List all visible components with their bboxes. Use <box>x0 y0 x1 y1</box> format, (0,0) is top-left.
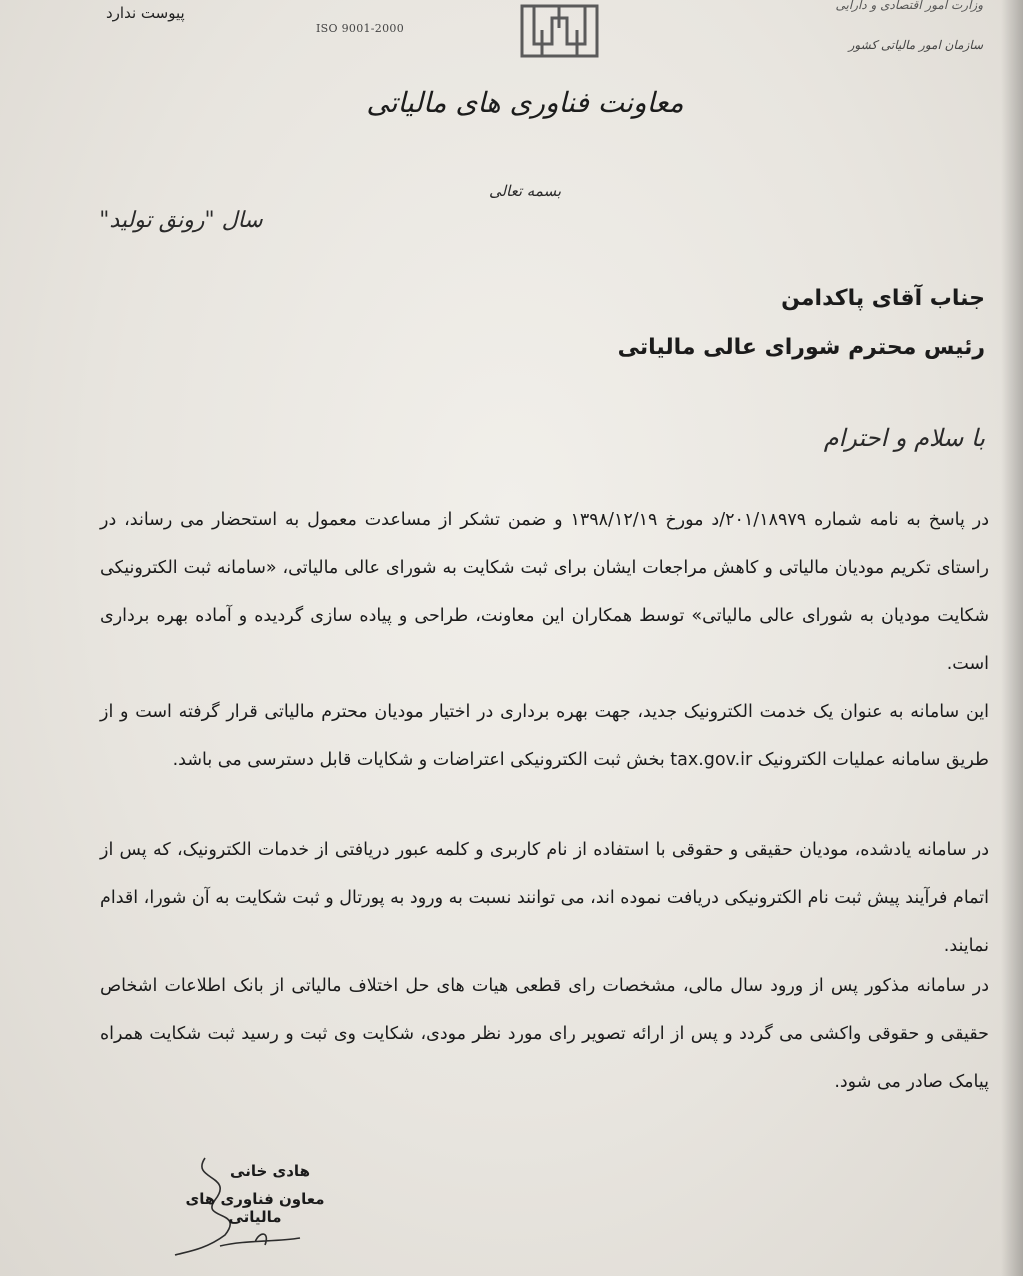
addressee-name: جناب آقای پاکدامن <box>781 286 985 311</box>
attachment-label: پیوست <box>140 4 185 22</box>
tax-organization-logo <box>512 0 607 62</box>
page-edge-shadow <box>1001 0 1023 1276</box>
signatory-title: معاون فناوری های مالیاتی <box>185 1190 325 1226</box>
greeting: با سلام و احترام <box>823 424 985 452</box>
year-motto: سال "رونق تولید" <box>99 208 263 233</box>
body-paragraph-3: در سامانه یادشده، مودیان حقیقی و حقوقی با استفاده از نام کاربری و کلمه عبور دریافتی از خدمات الکترونیک، که پس از اتمام فرآیند پیش ثبت نام الکترونیکی دریافت نموده اند، می توانند نسبت به ورود به پورتال و ثبت شکایت به آن شورا، اقدام نمایند. <box>100 840 989 956</box>
body-paragraph-4: در سامانه مذکور پس از ورود سال مالی، مشخصات رای قطعی هیات های حل اختلاف مالیاتی از بانک اطلاعات اشخاص حقیقی و حقوقی واکشی می گردد و پس از ارائه تصویر رای مورد نظر مودی، شکایت وی ثبت و رسید ثبت شکایت همراه پیامک صادر می شود. <box>100 976 989 1092</box>
attachment-value: ندارد <box>106 4 137 22</box>
signatory-name: هادی خانی <box>230 1162 310 1180</box>
iso-label: ISO 9001-2000 <box>316 22 405 35</box>
basmala: بسمه تعالی <box>488 182 562 200</box>
body-paragraph-1: در پاسخ به نامه شماره ۲۰۱/۱۸۹۷۹/د مورخ ۱۳۹۸/۱۲/۱۹ و ضمن تشکر از مساعدت معمول به استحضار می رساند، در راستای تکریم مودیان مالیاتی و کاهش مراجعات ایشان برای ثبت شکایت به شورای عالی مالیاتی، «سامانه ثبت الکترونیکی شکایت مودیان به شورای عالی مالیاتی» توسط همکاران این معاونت، طراحی و پیاده سازی گردیده و آماده بهره برداری است. <box>100 510 989 674</box>
ministry-fragment: وزارت امور اقتصادی و دارایی <box>835 0 983 12</box>
organization-name: سازمان امور مالیاتی کشور <box>848 38 983 52</box>
addressee-title: رئیس محترم شورای عالی مالیاتی <box>617 335 985 360</box>
department-title: معاونت فناوری های مالیاتی <box>366 86 684 119</box>
attachment-field <box>106 4 185 22</box>
body-paragraph-2: این سامانه به عنوان یک خدمت الکترونیک جدید، جهت بهره برداری در اختیار مودیان محترم مالیاتی قرار گرفته است و از طریق سامانه عملیات الکترونیک tax.gov.ir بخش ثبت الکترونیکی اعتراضات و شکایات قابل دسترسی می باشد. <box>100 702 989 770</box>
